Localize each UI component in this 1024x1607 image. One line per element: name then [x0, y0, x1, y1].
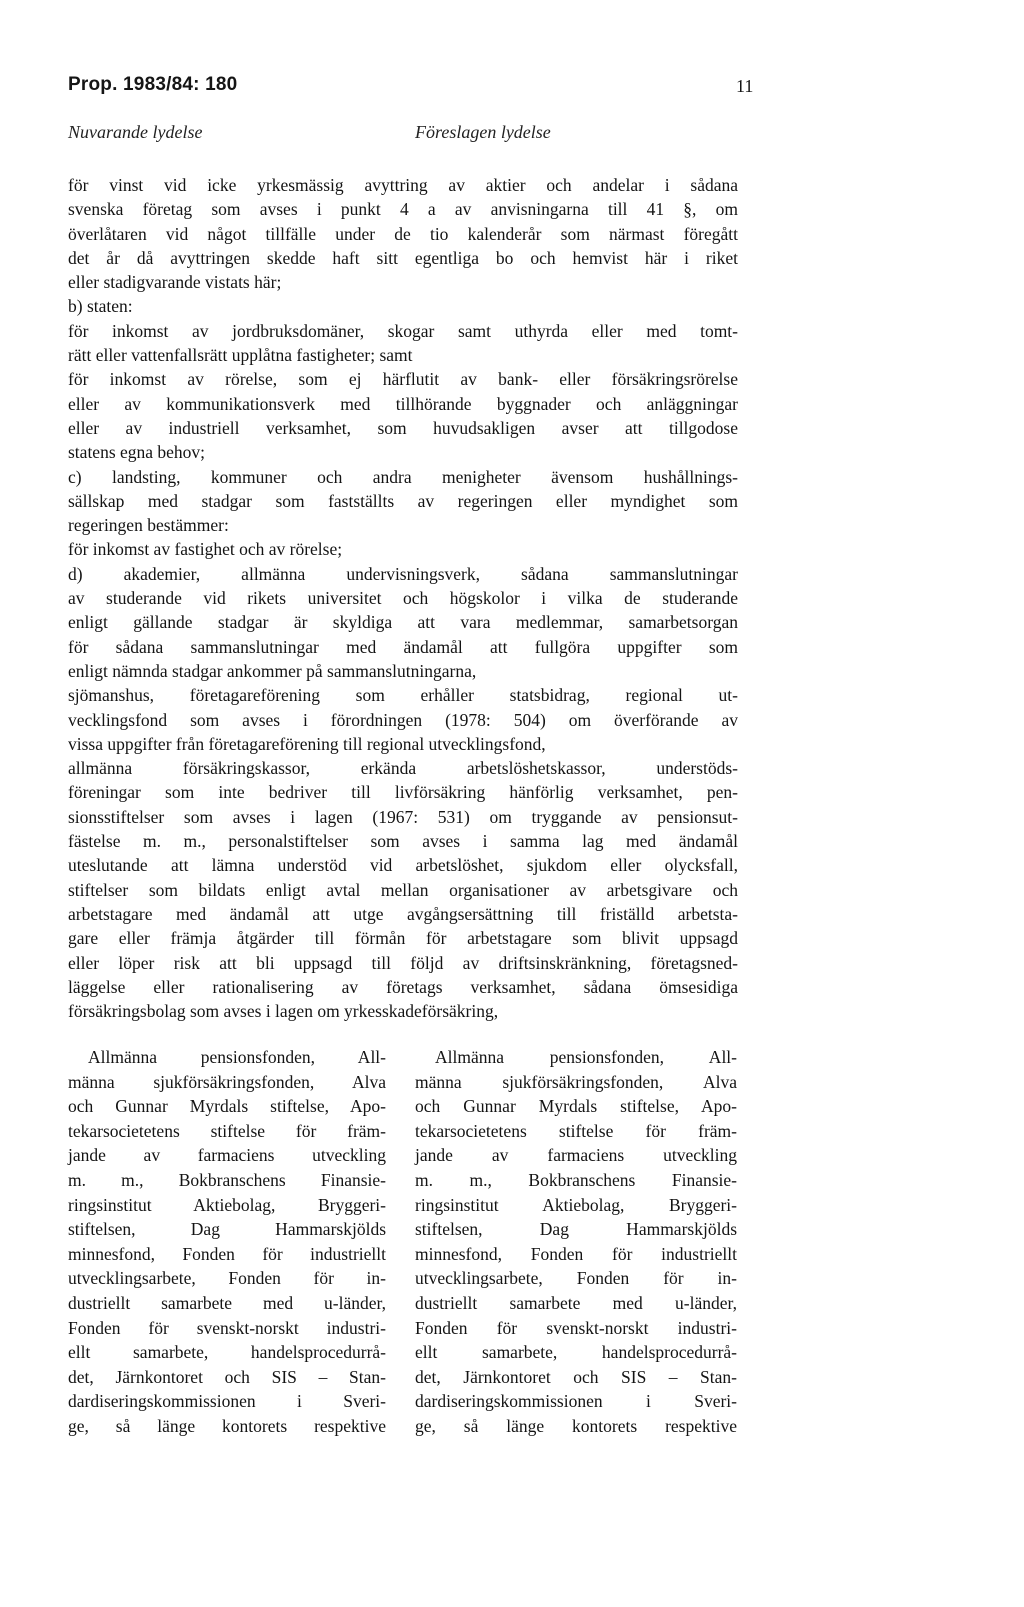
text-line: uteslutande att lämna understöd vid arbetslöshet, sjukdom eller olycksfall, — [68, 855, 738, 876]
left-column-line: m. m., Bokbranschens Finansie- — [68, 1169, 386, 1190]
right-column-line: ringsinstitut Aktiebolag, Bryggeri- — [415, 1194, 737, 1215]
right-column-line: stiftelsen, Dag Hammarskjölds — [415, 1219, 737, 1240]
text-line: gare eller främja åtgärder till förmån för arbetstagare som blivit uppsagd — [68, 928, 738, 949]
text-line: b) staten: — [68, 296, 133, 317]
right-column-line: det, Järnkontoret och SIS – Stan- — [415, 1366, 737, 1387]
text-line: vecklingsfond som avses i förordningen (1978: 504) om överförande av — [68, 709, 738, 730]
right-column-line: dardiseringskommissionen i Sveri- — [415, 1391, 737, 1412]
text-line: för inkomst av fastighet och av rörelse; — [68, 539, 343, 560]
text-line: av studerande vid rikets universitet och högskolor i vilka de studerande — [68, 588, 738, 609]
right-column-line: tekarsocietetens stiftelse för främ- — [415, 1120, 737, 1141]
text-line: enligt nämnda stadgar ankommer på sammanslutningarna, — [68, 660, 477, 681]
text-line: sjömanshus, företagareförening som erhåller statsbidrag, regional ut- — [68, 685, 738, 706]
left-column-line: det, Järnkontoret och SIS – Stan- — [68, 1366, 386, 1387]
text-line: regeringen bestämmer: — [68, 515, 229, 536]
left-column-line: dardiseringskommissionen i Sveri- — [68, 1391, 386, 1412]
right-column-line: och Gunnar Myrdals stiftelse, Apo- — [415, 1096, 737, 1117]
right-column-line: m. m., Bokbranschens Finansie- — [415, 1169, 737, 1190]
text-line: eller av kommunikationsverk med tillhörande byggnader och anläggningar — [68, 393, 738, 414]
text-line: eller löper risk att bli uppsagd till följd av driftsinskränkning, företagsned- — [68, 952, 738, 973]
page-number: 11 — [736, 76, 754, 96]
proposition-reference: Prop. 1983/84: 180 — [68, 74, 238, 95]
text-line: sionsstiftelser som avses i lagen (1967: 531) om tryggande av pensionsut- — [68, 806, 738, 827]
current-wording-column — [68, 1045, 386, 1439]
text-line: överlåtaren vid något tillfälle under de tio kalenderår som närmast föregått — [68, 223, 738, 244]
proposed-wording-column — [415, 1045, 737, 1439]
text-line: d) akademier, allmänna undervisningsverk, sådana sammanslutningar — [68, 563, 738, 584]
right-column-line: dustriellt samarbete med u-länder, — [415, 1292, 737, 1313]
text-line: vissa uppgifter från företagareförening till regional utvecklingsfond, — [68, 733, 546, 754]
left-column-line: Fonden för svenskt-norskt industri- — [68, 1317, 386, 1338]
text-line: eller av industriell verksamhet, som huvudsakligen avser att tillgodose — [68, 417, 738, 438]
text-line: föreningar som inte bedriver till livförsäkring hänförlig verksamhet, pen- — [68, 782, 738, 803]
current-wording-heading: Nuvarande lydelse — [68, 122, 203, 142]
text-line: det år då avyttringen skedde haft sitt egentliga bo och hemvist här i riket — [68, 247, 738, 268]
right-column-line: jande av farmaciens utveckling — [415, 1145, 737, 1166]
text-line: statens egna behov; — [68, 442, 206, 463]
right-column-line: minnesfond, Fonden för industriellt — [415, 1243, 737, 1264]
right-column-line: ellt samarbete, handelsprocedurrå- — [415, 1342, 737, 1363]
text-line: svenska företag som avses i punkt 4 a av anvisningarna till 41 §, om — [68, 199, 738, 220]
left-column-line: ellt samarbete, handelsprocedurrå- — [68, 1342, 386, 1363]
text-line: stiftelser som bildats enligt avtal mellan organisationer av arbetsgivare och — [68, 879, 738, 900]
text-line: för sådana sammanslutningar med ändamål att fullgöra uppgifter som — [68, 636, 738, 657]
left-column-line: jande av farmaciens utveckling — [68, 1145, 386, 1166]
proposed-wording-heading: Föreslagen lydelse — [415, 122, 551, 142]
left-column-line: dustriellt samarbete med u-länder, — [68, 1292, 386, 1313]
text-line: för inkomst av jordbruksdomäner, skogar samt uthyrda eller med tomt- — [68, 320, 738, 341]
text-line: försäkringsbolag som avses i lagen om yrkesskadeförsäkring, — [68, 1001, 499, 1022]
right-column-line: ge, så länge kontorets respektive — [415, 1415, 737, 1436]
text-line: eller stadigvarande vistats här; — [68, 272, 282, 293]
left-column-line: minnesfond, Fonden för industriellt — [68, 1243, 386, 1264]
left-column-line: Allmänna pensionsfonden, All- — [88, 1047, 386, 1067]
left-column-line: utvecklingsarbete, Fonden för in- — [68, 1268, 386, 1289]
left-column-line: tekarsocietetens stiftelse för främ- — [68, 1120, 386, 1141]
text-line: enligt gällande stadgar är skyldiga att vara medlemmar, samarbetsorgan — [68, 612, 738, 633]
text-line: fästelse m. m., personalstiftelser som avses i samma lag med ändamål — [68, 831, 738, 852]
text-line: läggelse eller rationalisering av företags verksamhet, sådana ömsesidiga — [68, 976, 738, 997]
right-column-line: utvecklingsarbete, Fonden för in- — [415, 1268, 737, 1289]
left-column-line: männa sjukförsäkringsfonden, Alva — [68, 1071, 386, 1092]
text-line: för inkomst av rörelse, som ej härflutit av bank- eller försäkringsrörelse — [68, 369, 738, 390]
right-column-line: Fonden för svenskt-norskt industri- — [415, 1317, 737, 1338]
text-line: sällskap med stadgar som fastställts av regeringen eller myndighet som — [68, 490, 738, 511]
left-column-line: ringsinstitut Aktiebolag, Bryggeri- — [68, 1194, 386, 1215]
text-line: rätt eller vattenfallsrätt upplåtna fastigheter; samt — [68, 345, 413, 366]
text-line: allmänna försäkringskassor, erkända arbetslöshetskassor, understöds- — [68, 758, 738, 779]
main-body-text — [68, 173, 738, 1023]
text-line: c) landsting, kommuner och andra menigheter ävensom hushållnings- — [68, 466, 738, 487]
text-line: arbetstagare med ändamål att utge avgångsersättning till friställd arbetsta- — [68, 903, 738, 924]
text-line: för vinst vid icke yrkesmässig avyttring av aktier och andelar i sådana — [68, 175, 738, 195]
left-column-line: och Gunnar Myrdals stiftelse, Apo- — [68, 1096, 386, 1117]
right-column-line: männa sjukförsäkringsfonden, Alva — [415, 1071, 737, 1092]
right-column-line: Allmänna pensionsfonden, All- — [435, 1047, 737, 1067]
left-column-line: stiftelsen, Dag Hammarskjölds — [68, 1219, 386, 1240]
left-column-line: ge, så länge kontorets respektive — [68, 1415, 386, 1436]
